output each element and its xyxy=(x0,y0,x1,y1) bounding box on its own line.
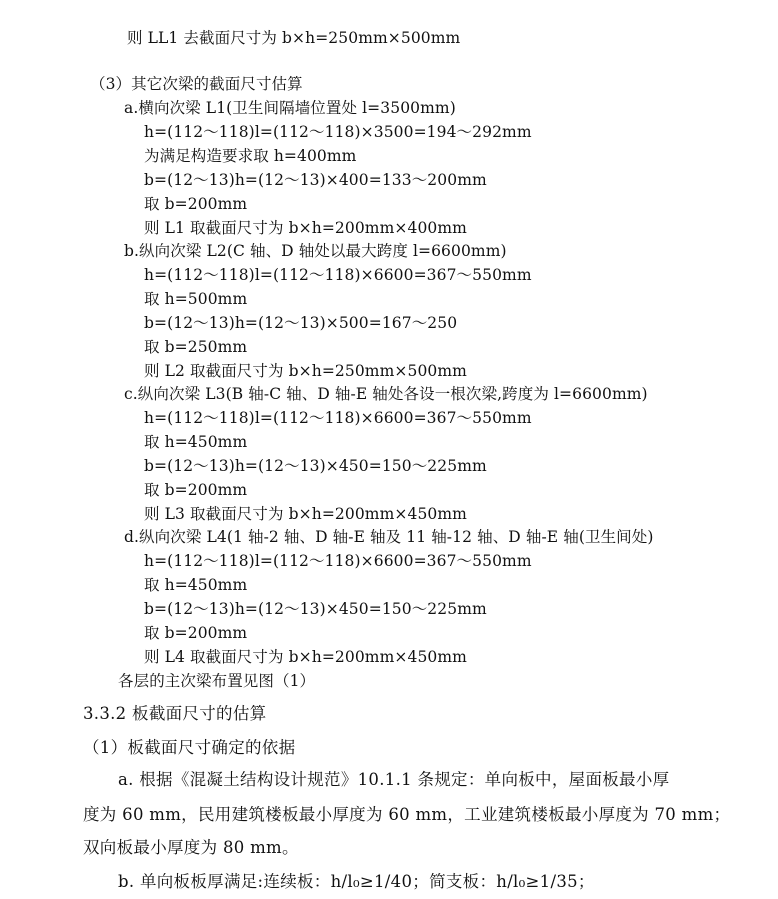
text-line: b=(12～13)h=(12～13)×500=167～250 xyxy=(144,314,458,332)
text-line: b.纵向次梁 L2(C 轴、D 轴处以最大跨度 l=6600mm) xyxy=(124,242,507,260)
text-line: 则 LL1 去截面尺寸为 b×h=250mm×500mm xyxy=(127,29,461,47)
text-line: b=(12～13)h=(12～13)×450=150～225mm xyxy=(144,600,487,618)
text-line: 各层的主次梁布置见图（1） xyxy=(118,672,316,690)
text-line: c.纵向次梁 L3(B 轴-C 轴、D 轴-E 轴处各设一根次梁,跨度为 l=6600mm) xyxy=(124,385,648,403)
text-line: 取 b=250mm xyxy=(144,338,248,356)
text-line: h=(112～118)l=(112～118)×3500=194～292mm xyxy=(144,123,532,141)
text-line: 取 h=500mm xyxy=(144,290,248,308)
section-heading: （1）板截面尺寸确定的依据 xyxy=(83,738,296,757)
text-line: h=(112～118)l=(112～118)×6600=367～550mm xyxy=(144,409,532,427)
text-line: 则 L1 取截面尺寸为 b×h=200mm×400mm xyxy=(144,219,467,237)
paragraph-line: 双向板最小厚度为 80 mm。 xyxy=(83,838,299,857)
paragraph-line: a. 根据《混凝土结构设计规范》10.1.1 条规定：单向板中，屋面板最小厚 xyxy=(118,770,670,789)
text-line: a.横向次梁 L1(卫生间隔墙位置处 l=3500mm) xyxy=(124,99,456,117)
text-line: 取 b=200mm xyxy=(144,624,248,642)
paragraph-line: 度为 60 mm，民用建筑楼板最小厚度为 60 mm，工业建筑楼板最小厚度为 70 mm； xyxy=(83,805,731,824)
text-line: b=(12～13)h=(12～13)×450=150～225mm xyxy=(144,457,487,475)
section-heading: （3）其它次梁的截面尺寸估算 xyxy=(90,75,303,93)
text-line: h=(112～118)l=(112～118)×6600=367～550mm xyxy=(144,552,532,570)
text-line: 为满足构造要求取 h=400mm xyxy=(144,147,357,165)
text-line: 取 h=450mm xyxy=(144,576,248,594)
text-line: b=(12～13)h=(12～13)×400=133～200mm xyxy=(144,171,487,189)
text-line: 则 L3 取截面尺寸为 b×h=200mm×450mm xyxy=(144,505,467,523)
paragraph-line: b. 单向板板厚满足:连续板：h/l₀≥1/40；简支板：h/l₀≥1/35； xyxy=(118,872,595,891)
text-line: 取 b=200mm xyxy=(144,195,248,213)
text-line: 则 L4 取截面尺寸为 b×h=200mm×450mm xyxy=(144,648,467,666)
text-line: 取 b=200mm xyxy=(144,481,248,499)
text-line: d.纵向次梁 L4(1 轴-2 轴、D 轴-E 轴及 11 轴-12 轴、D 轴-E 轴(卫生间处) xyxy=(124,528,654,546)
text-line: 取 h=450mm xyxy=(144,433,248,451)
text-line: 则 L2 取截面尺寸为 b×h=250mm×500mm xyxy=(144,362,467,380)
section-heading: 3.3.2 板截面尺寸的估算 xyxy=(83,704,267,723)
text-line: h=(112～118)l=(112～118)×6600=367～550mm xyxy=(144,266,532,284)
